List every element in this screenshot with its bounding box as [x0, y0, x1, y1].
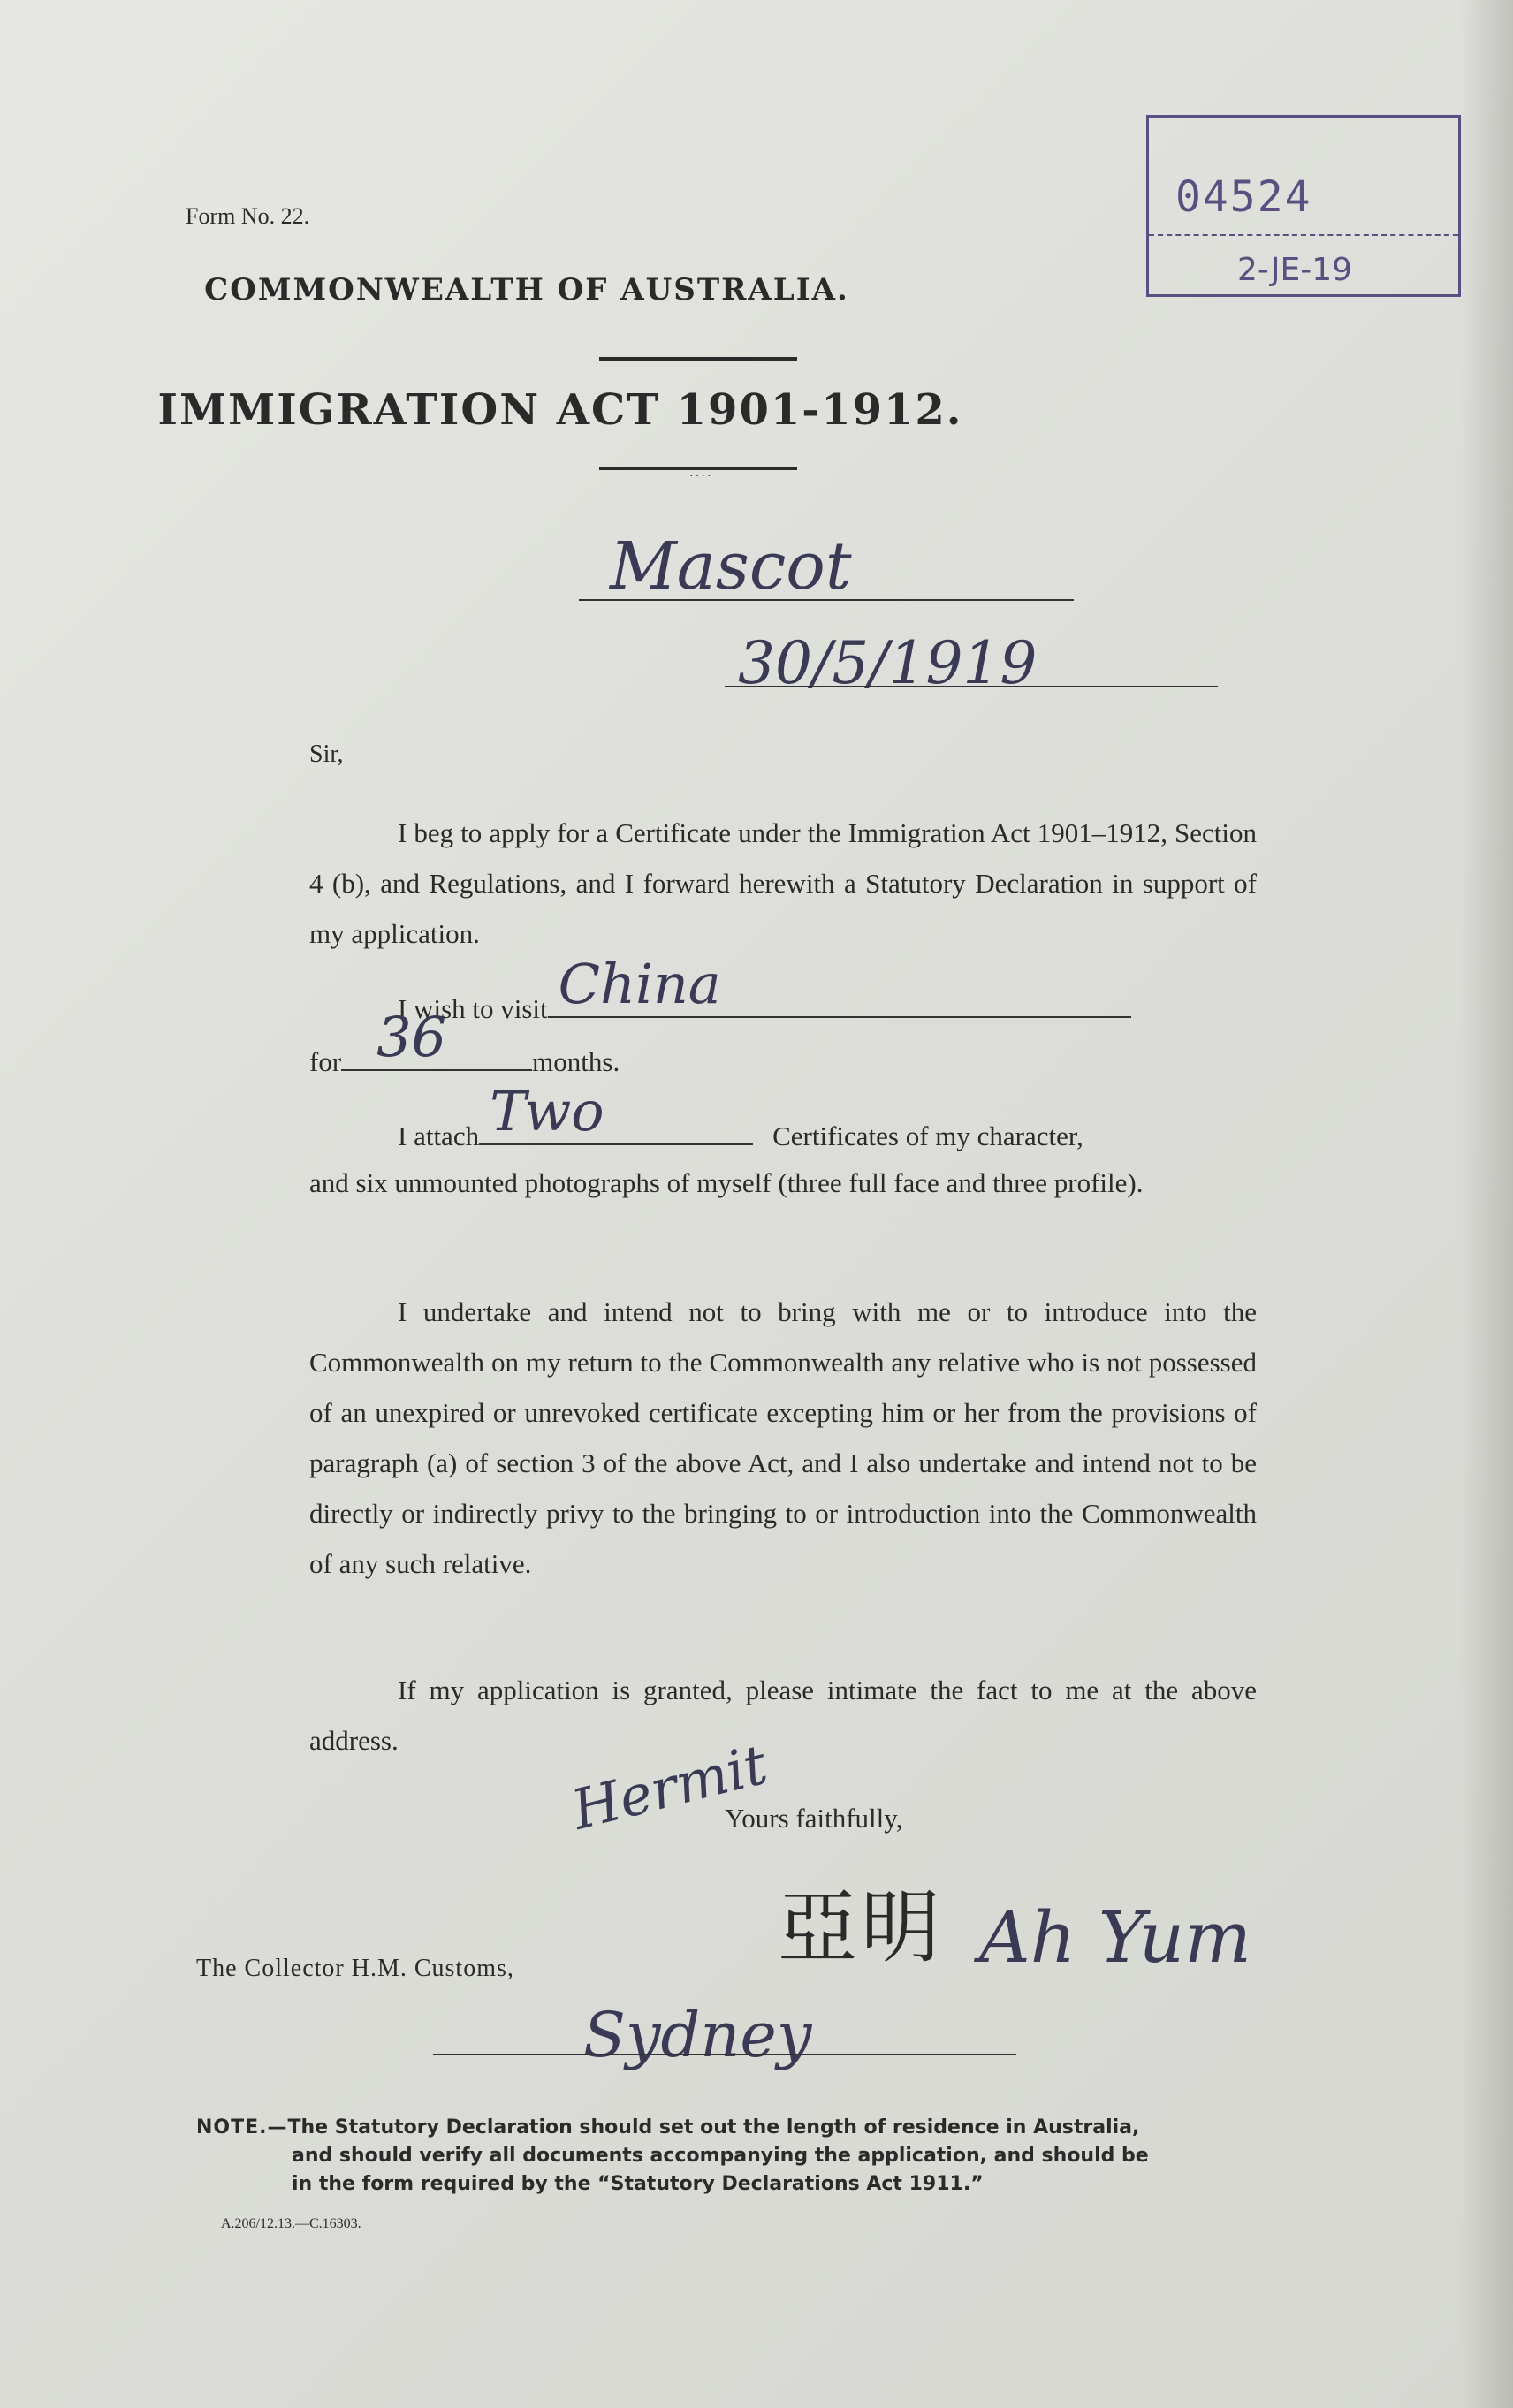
place-line: [579, 599, 1074, 601]
handwritten-place: Mascot: [610, 528, 852, 604]
closing: Yours faithfully,: [725, 1803, 903, 1834]
date-line: [725, 686, 1218, 687]
heading-rule-top: [599, 357, 797, 361]
note-line-3: in the form required by the “Statutory Declarations Act 1911.”: [292, 2173, 984, 2195]
heading-dots: ····: [689, 470, 713, 483]
note-line-2: and should verify all documents accompanying the application, and should be: [292, 2145, 1149, 2167]
paragraph-undertaking: I undertake and intend not to bring with me or to introduce into the Commonwealth on my return to the Commonwealth any relative who is not possessed of an unexpired or unrevoked certificate excepting him or her from the provisions of paragraph (a) of section 3 of the above Act, and I also undertake and intend not to be directly or indirectly privy to the bringing to or introduction into the Commonwealth of any such relative.: [309, 1296, 1257, 1579]
note-label: NOTE.—: [196, 2116, 288, 2138]
note-block: [196, 2114, 1262, 2199]
note-line-1: The Statutory Declaration should set out the length of residence in Australia,: [287, 2116, 1140, 2138]
chinese-signature: 亞明: [778, 1881, 944, 1974]
visit-value: China: [558, 952, 721, 1016]
attach-fill: [479, 1079, 753, 1145]
addressee-collector: The Collector H.M. Customs,: [196, 1955, 514, 1982]
print-reference: A.206/12.13.—C.16303.: [221, 2216, 361, 2231]
page-edge-shadow: [1460, 0, 1513, 2408]
months-label: months.: [532, 1046, 620, 1077]
months-value: 36: [376, 1005, 447, 1069]
handwritten-city: Sydney: [583, 1999, 812, 2071]
applicant-signature: Ah Yum: [979, 1896, 1251, 1979]
attach-label: I attach: [398, 1120, 480, 1151]
attach-suffix: Certificates of my character,: [772, 1120, 1083, 1151]
visit-label: I wish to visit: [398, 993, 548, 1024]
paragraph-application: I beg to apply for a Certificate under the Immigration Act 1901–1912, Section 4 (b), and Regulations, and I forward herewith a Statutory Declaration in support of my application.: [309, 817, 1257, 949]
paragraph-photographs: and six unmounted photographs of myself (three full face and three profile).: [309, 1167, 1144, 1198]
salutation: Sir,: [309, 741, 344, 768]
registration-stamp: [1146, 115, 1461, 297]
handwritten-date: 30/5/1919: [738, 629, 1038, 697]
heading-commonwealth: COMMONWEALTH OF AUSTRALIA.: [204, 272, 849, 308]
stamp-number: 04524: [1175, 172, 1312, 222]
city-line: [433, 2054, 1016, 2055]
heading-act: IMMIGRATION ACT 1901-1912.: [157, 385, 963, 435]
attach-field-row: [309, 1079, 1257, 1152]
inspector-signature: Hermit: [566, 1731, 773, 1842]
stamp-divider: [1149, 234, 1458, 236]
visit-fill: [548, 952, 1131, 1018]
form-number: Form No. 22.: [186, 203, 310, 229]
attach-value: Two: [490, 1079, 604, 1143]
paragraph-intimate: If my application is granted, please intimate the fact to me at the above address.: [309, 1675, 1257, 1756]
visit-field-row: [309, 952, 1257, 1025]
for-label: for: [309, 1046, 342, 1077]
stamp-date: 2-JE-19: [1237, 252, 1353, 288]
